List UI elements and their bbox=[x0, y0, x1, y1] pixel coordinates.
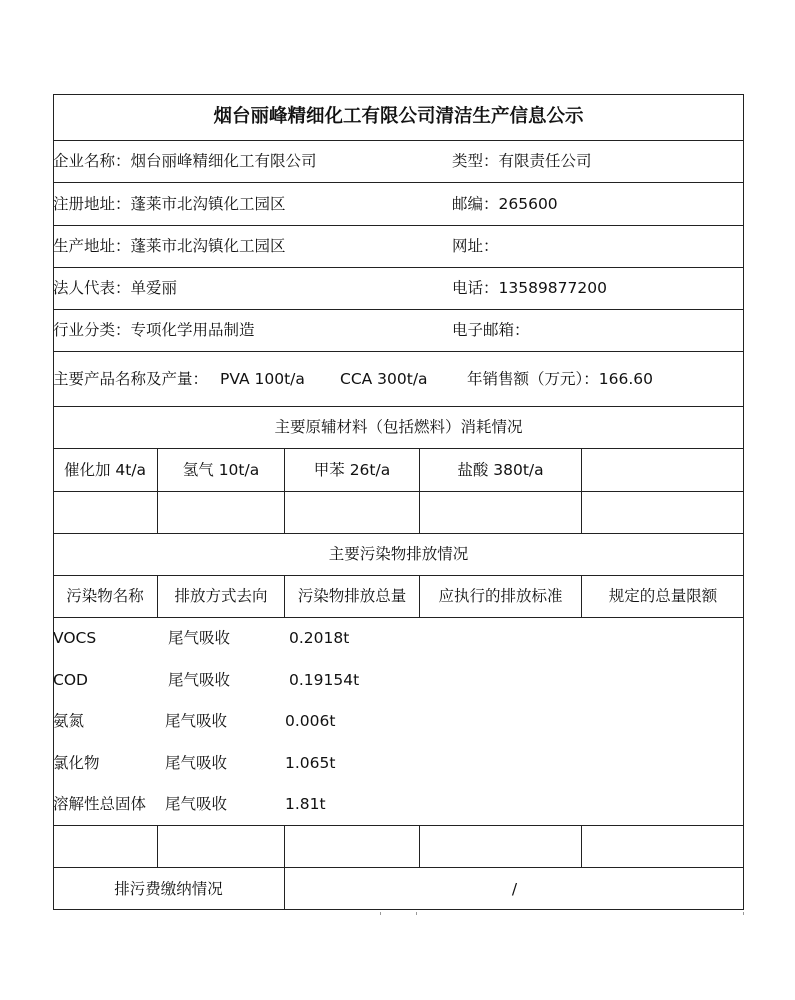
column-header: 污染物名称 bbox=[66, 587, 144, 605]
pollutant-method: 尾气吸收 bbox=[165, 712, 228, 730]
pollutant-amount: 0.006t bbox=[285, 712, 336, 730]
pollutant-name: 氯化物 bbox=[53, 754, 100, 772]
column-header: 污染物排放总量 bbox=[297, 587, 407, 605]
material-item: 盐酸 380t/a bbox=[457, 461, 544, 479]
row-divider bbox=[53, 309, 744, 310]
company-name: 企业名称：烟台丽峰精细化工有限公司 bbox=[53, 152, 317, 170]
pollutants-heading: 主要污染物排放情况 bbox=[328, 545, 469, 563]
phone: 电话：13589877200 bbox=[452, 279, 607, 297]
products-label: 主要产品名称及产量： bbox=[53, 370, 209, 388]
row-divider bbox=[53, 867, 744, 868]
footer-mark bbox=[416, 912, 417, 915]
pollutant-amount: 0.19154t bbox=[289, 671, 360, 689]
col-divider bbox=[419, 825, 420, 867]
industry-category: 行业分类：专项化学用品制造 bbox=[53, 321, 255, 339]
product-item: CCA 300t/a bbox=[340, 370, 428, 388]
pollutant-amount: 0.2018t bbox=[289, 629, 350, 647]
row-divider bbox=[53, 267, 744, 268]
column-header: 应执行的排放标准 bbox=[438, 587, 563, 605]
pollutant-amount: 1.065t bbox=[285, 754, 336, 772]
column-header: 排放方式去向 bbox=[174, 587, 268, 605]
col-divider bbox=[284, 825, 285, 867]
row-divider bbox=[53, 182, 744, 183]
row-divider bbox=[53, 617, 744, 618]
company-type: 类型：有限责任公司 bbox=[452, 152, 592, 170]
pollutant-method: 尾气吸收 bbox=[168, 671, 231, 689]
page-title: 烟台丽峰精细化工有限公司清洁生产信息公示 bbox=[213, 106, 584, 127]
row-divider bbox=[53, 140, 744, 141]
postcode: 邮编：265600 bbox=[452, 195, 558, 213]
email: 电子邮箱： bbox=[452, 321, 530, 339]
legal-representative: 法人代表：单爱丽 bbox=[53, 279, 178, 297]
column-header: 规定的总量限额 bbox=[608, 587, 718, 605]
pollutant-name: 氨氮 bbox=[53, 712, 85, 730]
row-divider bbox=[53, 406, 744, 407]
annual-sales: 年销售额（万元）：166.60 bbox=[467, 370, 653, 388]
material-item: 催化加 4t/a bbox=[63, 461, 147, 479]
pollutant-method: 尾气吸收 bbox=[165, 795, 228, 813]
col-divider bbox=[581, 825, 582, 867]
website: 网址： bbox=[452, 237, 499, 255]
pollutant-amount: 1.81t bbox=[285, 795, 326, 813]
col-divider bbox=[581, 448, 582, 533]
registered-address: 注册地址：蓬莱市北沟镇化工园区 bbox=[53, 195, 286, 213]
footer-mark bbox=[380, 912, 381, 915]
material-item: 甲苯 26t/a bbox=[313, 461, 391, 479]
materials-heading: 主要原辅材料（包括燃料）消耗情况 bbox=[274, 418, 523, 436]
row-divider bbox=[53, 225, 744, 226]
row-divider bbox=[53, 351, 744, 352]
footer-mark bbox=[743, 912, 744, 915]
pollutant-name: 溶解性总固体 bbox=[53, 795, 147, 813]
product-item: PVA 100t/a bbox=[220, 370, 305, 388]
pollutant-name: VOCS bbox=[53, 629, 97, 647]
fee-label: 排污费缴纳情况 bbox=[114, 880, 223, 898]
pollutant-method: 尾气吸收 bbox=[168, 629, 231, 647]
pollutant-name: COD bbox=[53, 671, 88, 689]
row-divider bbox=[53, 533, 744, 534]
fee-value: / bbox=[511, 880, 518, 898]
production-address: 生产地址：蓬莱市北沟镇化工园区 bbox=[53, 237, 286, 255]
col-divider bbox=[157, 825, 158, 867]
material-item: 氢气 10t/a bbox=[182, 461, 260, 479]
pollutant-method: 尾气吸收 bbox=[165, 754, 228, 772]
